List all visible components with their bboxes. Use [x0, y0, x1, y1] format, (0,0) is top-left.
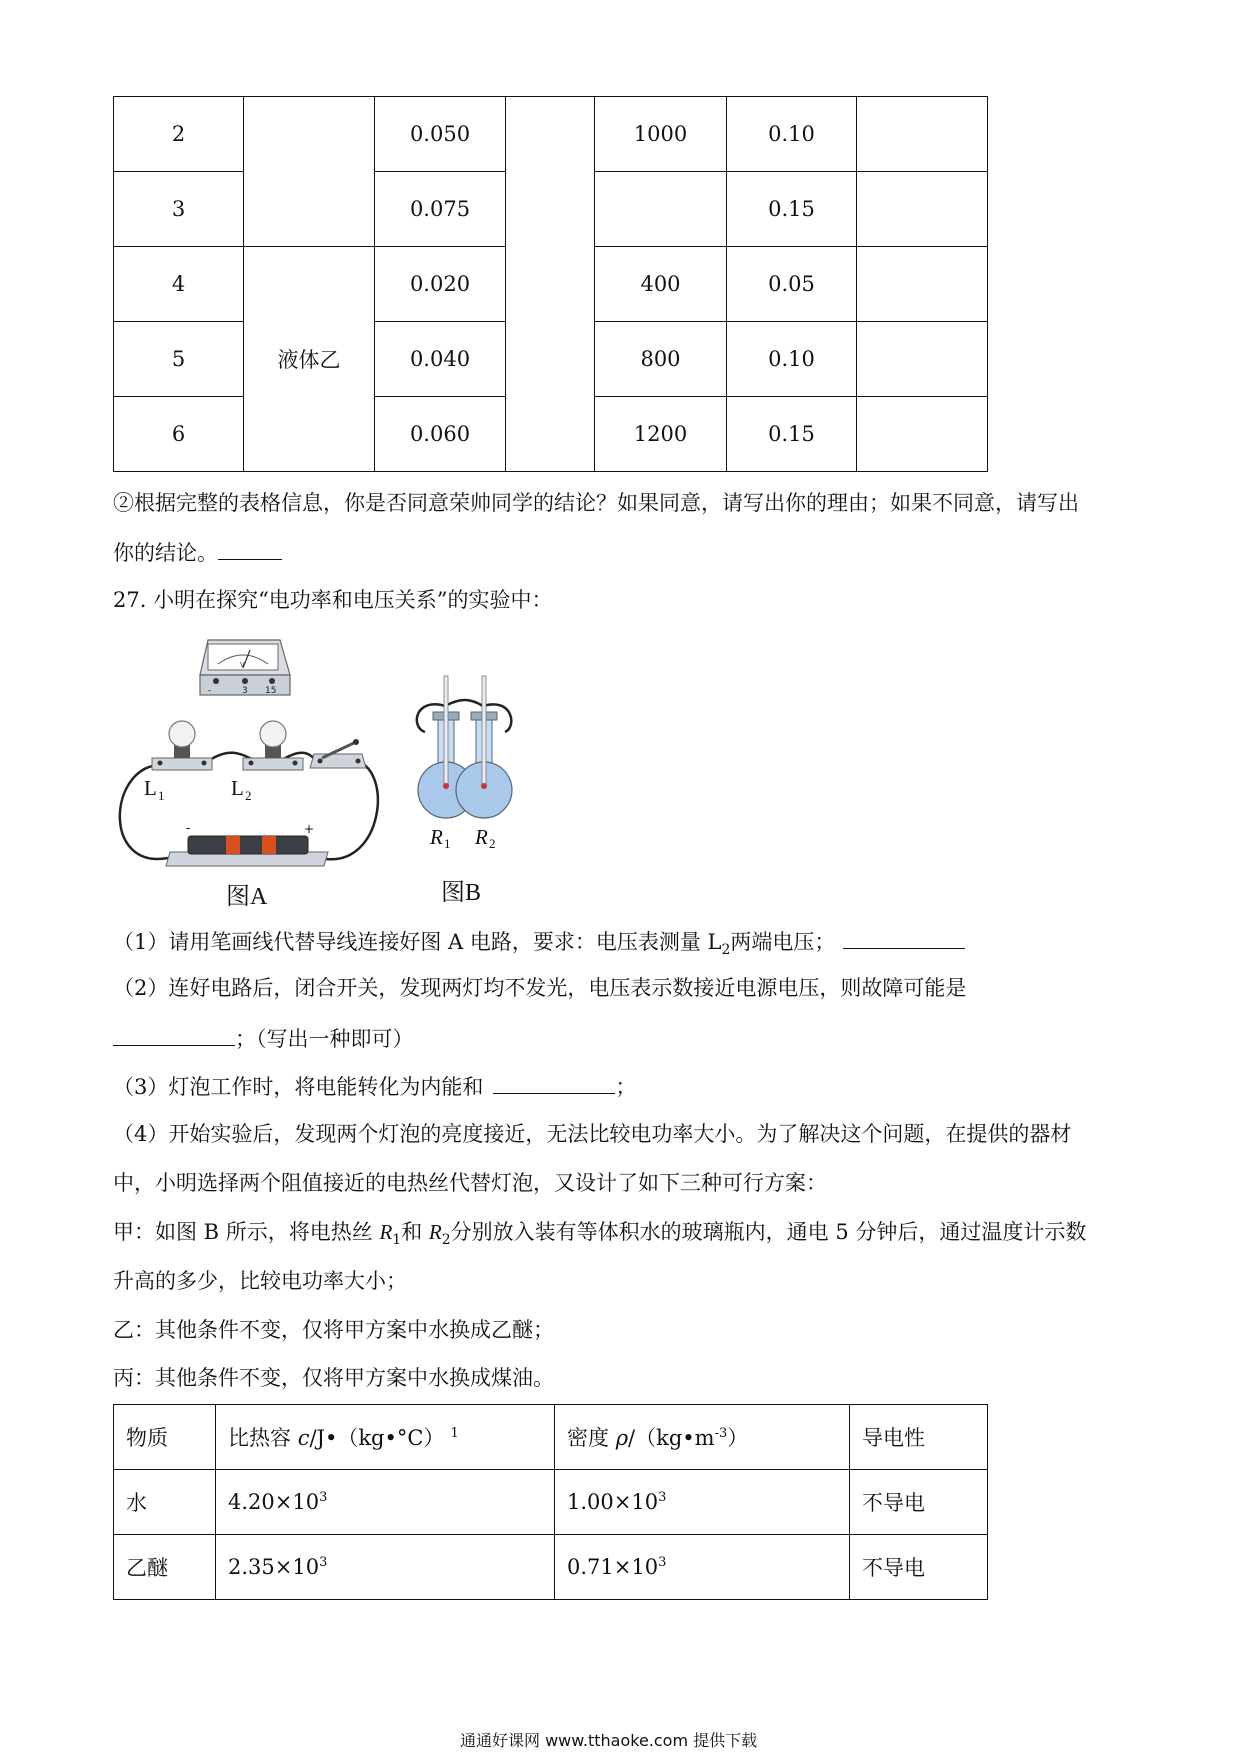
table-cell — [506, 97, 595, 472]
question-27-part3 — [113, 1071, 636, 1101]
question-text: 甲：如图 B 所示，将电热丝 — [113, 1220, 380, 1244]
wire-right — [326, 761, 378, 859]
circuit-figure-a — [108, 630, 398, 910]
superscript: 3 — [319, 1490, 328, 1505]
header-text: 密度 — [567, 1426, 616, 1450]
table-cell: 0.15 — [727, 397, 857, 472]
table-cell: 0.10 — [727, 97, 857, 172]
header-cell — [216, 1405, 555, 1470]
table-cell: 1200 — [595, 397, 727, 472]
label-l2-sub: 2 — [245, 788, 252, 803]
switch-icon — [310, 739, 366, 768]
variable: c — [297, 1426, 310, 1450]
cell-text: 0.71×10 — [567, 1555, 659, 1579]
label-r2-sub: 2 — [489, 836, 496, 851]
subscript: 2 — [441, 1232, 451, 1249]
question-text: 你的结论。 — [113, 541, 218, 565]
superscript: 3 — [658, 1490, 667, 1505]
question-26-part2-line2 — [113, 537, 282, 567]
table-cell — [216, 1470, 555, 1535]
table-cell: 1000 — [595, 97, 727, 172]
cell-text: 1.00×10 — [567, 1490, 659, 1514]
header-text: /（kg•m — [628, 1426, 715, 1450]
table-cell: 5 — [114, 322, 244, 397]
table-cell: 0.040 — [375, 322, 506, 397]
table-cell: 0.050 — [375, 97, 506, 172]
question-text: 分别放入装有等体积水的玻璃瓶内，通电 5 分钟后，通过温度计示数 — [450, 1220, 1087, 1244]
table-row — [114, 1470, 988, 1535]
variable: R — [428, 1220, 442, 1244]
table-cell: 0.020 — [375, 247, 506, 322]
table-cell — [555, 1470, 850, 1535]
table-cell: 水 — [114, 1470, 216, 1535]
scale-15: 15 — [265, 686, 277, 696]
table-cell — [857, 172, 988, 247]
battery-icon — [166, 821, 328, 866]
table-cell: 不导电 — [850, 1470, 988, 1535]
table-cell — [216, 1535, 555, 1600]
table-cell — [555, 1535, 850, 1600]
header-cell — [555, 1405, 850, 1470]
label-r1-sub: 1 — [444, 836, 451, 851]
voltmeter-icon — [200, 640, 290, 696]
question-26-part2-line1: ②根据完整的表格信息，你是否同意荣帅同学的结论？如果同意，请写出你的理由；如果不同意，请写出 — [113, 491, 1079, 515]
table-cell — [857, 322, 988, 397]
answer-blank[interactable] — [218, 537, 282, 560]
header-text: /J•（kg•°C） — [309, 1426, 445, 1450]
question-27-part4-line2: 中，小明选择两个阻值接近的电热丝代替灯泡，又设计了如下三种可行方案： — [113, 1171, 827, 1195]
plan-bing: 丙：其他条件不变，仅将甲方案中水换成煤油。 — [113, 1366, 554, 1390]
table-cell: 3 — [114, 172, 244, 247]
answer-blank[interactable] — [843, 926, 965, 949]
wire-b-middle — [445, 700, 483, 706]
superscript: 1 — [450, 1426, 459, 1441]
properties-table — [113, 1404, 988, 1600]
question-text: 和 — [401, 1220, 429, 1244]
subscript: 1 — [392, 1232, 402, 1249]
table-cell — [244, 97, 375, 247]
table-cell: 不导电 — [850, 1535, 988, 1600]
table-cell: 0.05 — [727, 247, 857, 322]
page-footer: 通通好课网 www.tthaoke.com 提供下载 — [460, 1731, 758, 1750]
superscript: -3 — [714, 1426, 728, 1441]
header-text: ） — [727, 1426, 749, 1450]
header-cell: 导电性 — [850, 1405, 988, 1470]
answer-blank[interactable] — [113, 1023, 235, 1046]
question-27-part2-line2 — [113, 1023, 414, 1053]
question-text: ； — [615, 1075, 637, 1099]
superscript: 3 — [658, 1555, 667, 1570]
plan-jia-line1 — [113, 1218, 1086, 1254]
svg-text:+: + — [304, 822, 315, 836]
label-l1-sub: 1 — [158, 788, 165, 803]
question-27-part1 — [113, 926, 965, 964]
answer-blank[interactable] — [493, 1071, 615, 1094]
table-cell — [595, 172, 727, 247]
scale-3: 3 — [242, 686, 248, 696]
table-cell: 0.10 — [727, 322, 857, 397]
question-27-title: 27. 小明在探究“电功率和电压关系”的实验中： — [113, 588, 553, 612]
cell-text: 2.35×10 — [228, 1555, 320, 1579]
table-row — [114, 97, 988, 172]
bulb-l1-icon — [152, 721, 212, 770]
table-cell: 6 — [114, 397, 244, 472]
table-row — [114, 1535, 988, 1600]
cell-text: 4.20×10 — [228, 1490, 320, 1514]
table-cell: 液体乙 — [244, 247, 375, 472]
question-text: （3）灯泡工作时，将电能转化为内能和 — [113, 1075, 484, 1099]
table-cell: 400 — [595, 247, 727, 322]
table-cell — [857, 247, 988, 322]
flask-r2-icon — [456, 676, 512, 818]
label-l2: L — [231, 776, 244, 800]
table-cell: 乙醚 — [114, 1535, 216, 1600]
subscript: 2 — [721, 942, 731, 959]
question-text: ；（写出一种即可） — [235, 1027, 414, 1051]
variable: R — [379, 1220, 393, 1244]
bulb-l2-icon — [243, 721, 303, 770]
question-text: 两端电压； — [730, 930, 836, 954]
header-cell: 物质 — [114, 1405, 216, 1470]
table-cell: 4 — [114, 247, 244, 322]
header-text: 比热容 — [228, 1426, 298, 1450]
label-l1: L — [144, 776, 157, 800]
plan-jia-line2: 升高的多少，比较电功率大小； — [113, 1269, 407, 1293]
question-27-part2-line1: （2）连好电路后，闭合开关，发现两灯均不发光，电压表示数接近电源电压，则故障可能是 — [113, 976, 967, 1000]
figure-a-label: 图A — [226, 884, 268, 910]
variable: ρ — [615, 1426, 629, 1450]
data-table-1 — [113, 96, 988, 472]
plan-yi: 乙：其他条件不变，仅将甲方案中水换成乙醚； — [113, 1318, 554, 1342]
svg-text:-: - — [186, 821, 191, 835]
table-cell: 800 — [595, 322, 727, 397]
svg-text:-: - — [208, 686, 212, 696]
question-27-part4-line1: （4）开始实验后，发现两个灯泡的亮度接近，无法比较电功率大小。为了解决这个问题，在提供的器材 — [113, 1122, 1072, 1146]
label-r2: R — [475, 825, 488, 849]
question-text: （1）请用笔画线代替导线连接好图 A 电路，要求：电压表测量 L — [113, 930, 722, 954]
svg-text:V: V — [240, 661, 245, 669]
table-cell: 0.075 — [375, 172, 506, 247]
table-cell: 0.060 — [375, 397, 506, 472]
table-cell: 0.15 — [727, 172, 857, 247]
label-r1: R — [430, 825, 443, 849]
table-cell — [857, 97, 988, 172]
table-cell: 2 — [114, 97, 244, 172]
figure-b-label: 图B — [441, 880, 482, 906]
table-cell — [857, 397, 988, 472]
flasks-figure-b — [405, 672, 525, 857]
superscript: 3 — [319, 1555, 328, 1570]
table-header-row — [114, 1405, 988, 1470]
